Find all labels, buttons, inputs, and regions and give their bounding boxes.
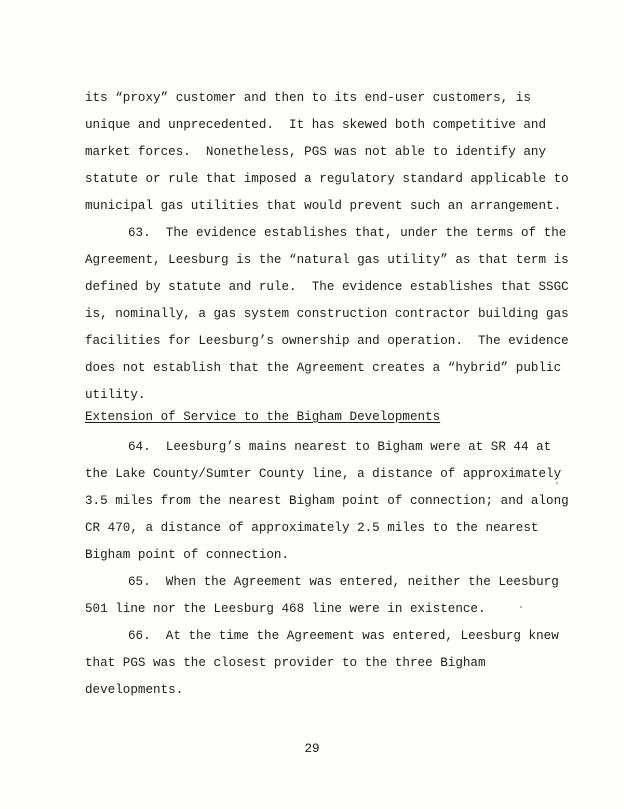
paragraph-62-line-1: its “proxy” customer and then to its end-user customers, is — [85, 91, 531, 105]
paragraph-66-line-3: developments. — [85, 683, 184, 697]
paragraph-63-line-4: is, nominally, a gas system construction contractor building gas — [85, 307, 569, 321]
paragraph-63-line-5: facilities for Leesburg’s ownership and operation. The evidence — [85, 334, 569, 348]
paragraph-63-line-7: utility. — [85, 388, 146, 402]
page-number: 29 — [304, 742, 320, 756]
paragraph-62-line-3: market forces. Nonetheless, PGS was not able to identify any — [85, 145, 547, 159]
section-heading: Extension of Service to the Bigham Developments — [85, 410, 441, 424]
paragraph-65-line-2: 501 line nor the Leesburg 468 line were in existence. — [85, 602, 486, 616]
paragraph-64-line-3: 3.5 miles from the nearest Bigham point of connection; and along — [85, 494, 569, 508]
scan-speck — [556, 482, 558, 484]
paragraph-63-line-3: defined by statute and rule. The evidence establishes that SSGC — [85, 280, 569, 294]
paragraph-64-line-5: Bigham point of connection. — [85, 548, 290, 562]
paragraph-66-line-1: 66. At the time the Agreement was entered, Leesburg knew — [128, 629, 559, 643]
paragraph-63-line-2: Agreement, Leesburg is the “natural gas utility” as that term is — [85, 253, 569, 267]
paragraph-63-line-1: 63. The evidence establishes that, under the terms of the — [128, 226, 567, 240]
paragraph-64-line-1: 64. Leesburg’s mains nearest to Bigham were at SR 44 at — [128, 440, 552, 454]
scan-speck — [520, 606, 522, 608]
paragraph-64-line-4: CR 470, a distance of approximately 2.5 miles to the nearest — [85, 521, 539, 535]
paragraph-62-line-4: statute or rule that imposed a regulatory standard applicable to — [85, 172, 569, 186]
paragraph-62-line-2: unique and unprecedented. It has skewed both competitive and — [85, 118, 547, 132]
paragraph-66-line-2: that PGS was the closest provider to the three Bigham — [85, 656, 486, 670]
paragraph-64-line-2: the Lake County/Sumter County line, a distance of approximately — [85, 467, 562, 481]
paragraph-65-line-1: 65. When the Agreement was entered, neither the Leesburg — [128, 575, 559, 589]
paragraph-63-line-6: does not establish that the Agreement creates a “hybrid” public — [85, 361, 562, 375]
paragraph-62-line-5: municipal gas utilities that would prevent such an arrangement. — [85, 199, 562, 213]
